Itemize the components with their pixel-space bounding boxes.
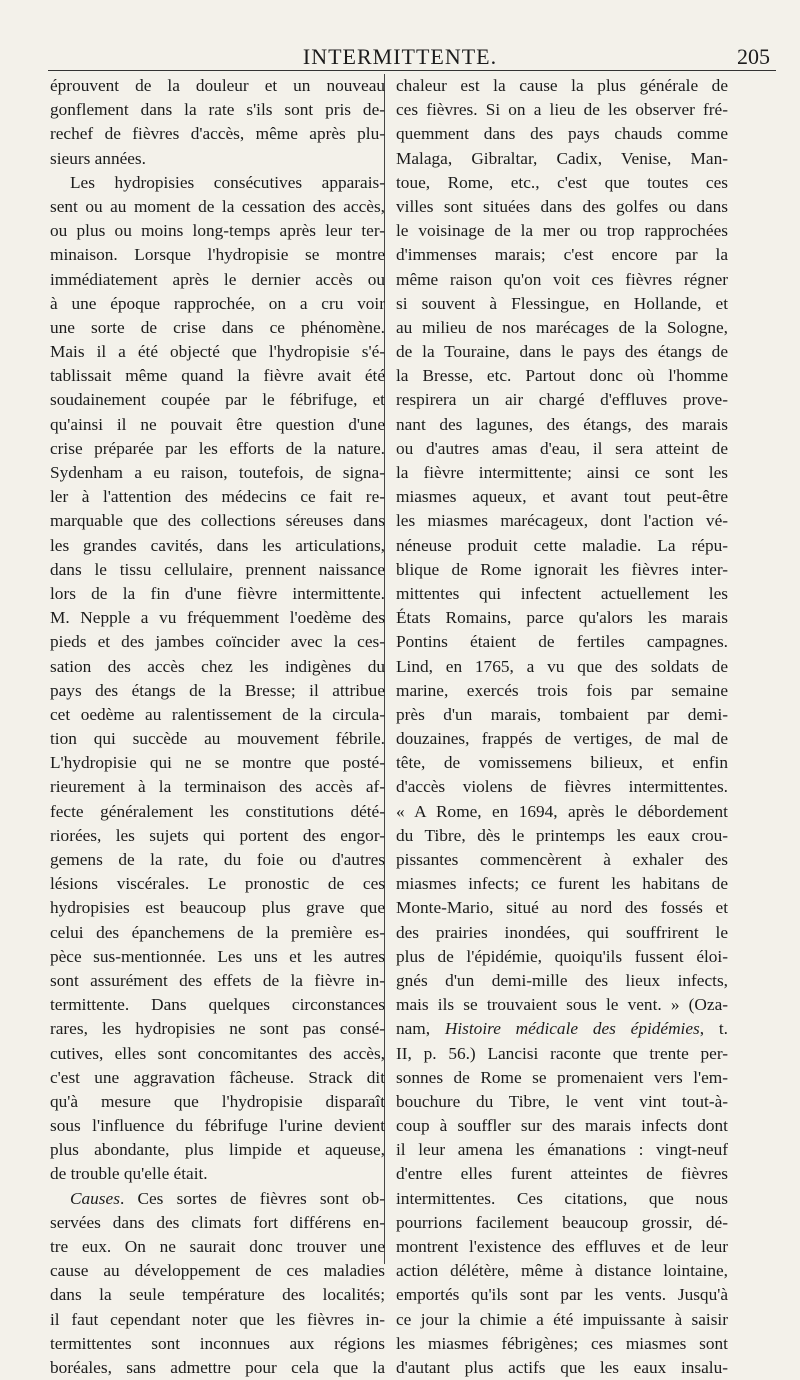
- text-line: gonflement dans la rate s'ils sont pris de-: [50, 100, 385, 120]
- text-line: États Romains, parce qu'alors les marais: [396, 608, 728, 628]
- text-line: L'hydropisie qui ne se montre que posté-: [50, 753, 385, 773]
- text-line: pourrions facilement beaucoup grossir, dé-: [396, 1212, 728, 1232]
- text-line: miasmes aqueux, et avant tout peut-être: [396, 487, 728, 507]
- text-line: ces fièvres. Si on a lieu de les observer fré-: [396, 100, 728, 120]
- text-line: nant des lagunes, des étangs, des marais: [396, 414, 728, 434]
- text-line: les miasmes marécageux, dont l'action vé-: [396, 511, 728, 531]
- text-line: chaleur est la cause la plus générale de: [396, 76, 728, 95]
- text-line: emportés qu'ils sont par les vents. Jusqu'à: [396, 1285, 728, 1305]
- text-line: d'autant plus actifs que les eaux insalu-: [396, 1357, 728, 1377]
- text-line: des prairies inondées, qui souffrirent le: [396, 922, 728, 942]
- text-line: mais ils se trouvaient sous le vent. » (Oza-: [396, 995, 728, 1015]
- text-line: il faut cependant noter que les fièvres in-: [50, 1309, 385, 1329]
- text-line: cet oedème au ralentissement de la circula-: [50, 704, 385, 724]
- text-line: dans le tissu cellulaire, prennent naissance: [50, 559, 385, 579]
- text-line: Pontins étaient de fertiles campagnes.: [396, 632, 728, 652]
- text-line: ou plus ou moins long-temps après leur ter-: [50, 221, 385, 241]
- text-line: cause au développement de ces maladies: [50, 1261, 385, 1281]
- text-line: rechef de fièvres d'accès, même après plu-: [50, 124, 385, 144]
- text-line: nam, Histoire médicale des épidémies, t.: [396, 1019, 728, 1039]
- text-line: la Bresse, etc. Partout donc où l'homme: [396, 366, 728, 386]
- text-line: il leur amena les émanations : vingt-neuf: [396, 1140, 728, 1160]
- text-line: la fièvre intermittente; ainsi ce sont les: [396, 463, 728, 482]
- text-line: néneuse produit cette maladie. La répu-: [396, 535, 728, 555]
- page-number: 205: [737, 44, 770, 69]
- text-line: gnés d'un demi-mille des lieux infects,: [396, 970, 728, 990]
- text-line: quemment dans des pays chauds comme: [396, 124, 728, 144]
- text-line: servées dans des climats fort différens en-: [50, 1212, 385, 1232]
- text-line: tre eux. On ne saurait donc trouver une: [50, 1237, 385, 1256]
- text-line: c'est une aggravation fâcheuse. Strack dit: [50, 1067, 385, 1087]
- text-line: cutives, elles sont concomitantes des accès,: [50, 1043, 385, 1063]
- text-line: même raison qu'on voit ces fièvres régner: [396, 269, 728, 289]
- text-line: le voisinage de la mer ou trop rapprochées: [396, 221, 728, 241]
- text-line: miasmes infects; ce furent les habitans de: [396, 874, 728, 894]
- text-line: respirera un air chargé d'effluves prove-: [396, 390, 728, 410]
- text-line: les grandes cavités, dans les articulations,: [50, 535, 385, 555]
- text-line: tablissait même quand la fièvre avait été: [50, 366, 385, 386]
- right-column: [396, 74, 728, 1380]
- text-line: marquable que des collections séreuses dans: [50, 511, 385, 531]
- text-line: de trouble qu'elle était.: [50, 1164, 208, 1184]
- text-line: mittentes qui infectent actuellement les: [396, 583, 728, 603]
- text-line: pèce sus-mentionnée. Les uns et les autres: [50, 946, 385, 966]
- text-line: bouchure du Tibre, le vent vint tout-à-: [396, 1091, 728, 1111]
- text-line: ler à l'attention des médecins ce fait re-: [50, 487, 385, 507]
- text-line: toue, Rome, etc., c'est que toutes ces: [396, 172, 728, 192]
- text-line: Sydenham a eu raison, toutefois, de signa-: [50, 463, 385, 482]
- text-line: ou d'autres amas d'eau, il sera atteint de: [396, 438, 728, 458]
- running-header: [0, 40, 800, 74]
- text-line: tion qui succède au mouvement fébrile.: [50, 729, 385, 749]
- text-line: ce jour la chimie a été impuissante à saisir: [396, 1309, 728, 1329]
- running-title: INTERMITTENTE.: [302, 44, 498, 69]
- text-line: tête, de vomissemens bilieux, et enfin: [396, 753, 728, 773]
- text-line: sent ou au moment de la cessation des accès,: [50, 196, 385, 216]
- text-line: fecte généralement les constitutions dété-: [50, 801, 385, 821]
- text-line: éprouvent de la douleur et un nouveau: [50, 76, 385, 95]
- text-line: sous l'influence du fébrifuge l'urine devient: [50, 1116, 385, 1136]
- text-line: Malaga, Gibraltar, Cadix, Venise, Man-: [396, 148, 728, 168]
- text-line: de la Touraine, dans le pays des étangs de: [396, 342, 728, 362]
- text-line: rares, les hydropisies ne sont pas consé-: [50, 1019, 385, 1039]
- text-line: celui des épanchemens de la première es-: [50, 922, 385, 942]
- text-line: Lind, en 1765, a vu que des soldats de: [396, 656, 728, 676]
- text-line: crise préparée par les efforts de la nature.: [50, 438, 385, 458]
- text-line: II, p. 56.) Lancisi raconte que trente per-: [396, 1043, 728, 1063]
- text-line: au milieu de nos marécages de la Sologne,: [396, 317, 728, 337]
- text-line: action délétère, même à distance lointaine,: [396, 1261, 728, 1281]
- text-line: Les hydropisies consécutives apparais-: [70, 172, 385, 192]
- text-line: sieurs années.: [50, 148, 146, 168]
- text-line: gemens de la rate, du foie ou d'autres: [50, 850, 385, 869]
- text-line: qu'à mesure que l'hydropisie disparaît: [50, 1091, 385, 1111]
- text-line: une sorte de crise dans ce phénomène.: [50, 317, 385, 337]
- text-line: d'entre elles furent atteintes de fièvres: [396, 1164, 728, 1184]
- text-line: Monte-Mario, situé au nord des fossés et: [396, 898, 728, 918]
- text-line: minaison. Lorsque l'hydropisie se montre: [50, 245, 385, 265]
- text-line: lors de la fin d'une fièvre intermittente.: [50, 583, 385, 603]
- text-line: sont assurément des effets de la fièvre in-: [50, 970, 385, 990]
- text-line: du Tibre, dès le printemps les eaux crou-: [396, 825, 728, 845]
- text-line: Causes. Ces sortes de fièvres sont ob-: [70, 1188, 385, 1208]
- text-line: sation des accès chez les indigènes du: [50, 656, 385, 676]
- text-line: qu'ainsi il ne pouvait être question d'une: [50, 414, 385, 434]
- text-line: les miasmes fébrigènes; ces miasmes sont: [396, 1333, 728, 1353]
- text-line: douzaines, frappés de vertiges, de mal de: [396, 729, 728, 749]
- text-line: blique de Rome ignorait les fièvres inter-: [396, 559, 728, 579]
- text-line: hydropisies est beaucoup plus grave que: [50, 898, 385, 918]
- text-line: rieurement à la terminaison des accès af-: [50, 777, 385, 797]
- text-line: boréales, sans admettre pour cela que la: [50, 1357, 385, 1377]
- text-line: coup à souffler sur des marais infects dont: [396, 1116, 728, 1136]
- text-line: pissantes commencèrent à exhaler des: [396, 850, 728, 869]
- text-line: soudainement coupée par le fébrifuge, et: [50, 390, 385, 410]
- text-line: immédiatement après le dernier accès ou: [50, 269, 385, 289]
- text-line: termittentes sont inconnues aux régions: [50, 1333, 385, 1353]
- text-line: dans la seule température des localités;: [50, 1285, 385, 1305]
- text-line: intermittentes. Ces citations, que nous: [396, 1188, 728, 1208]
- left-column: [50, 74, 385, 1380]
- text-line: si souvent à Flessingue, en Hollande, et: [396, 293, 728, 313]
- text-line: d'immenses marais; c'est encore par la: [396, 245, 728, 265]
- text-line: M. Nepple a vu fréquemment l'oedème des: [50, 608, 385, 628]
- text-line: près d'un marais, tombaient par demi-: [396, 704, 728, 724]
- text-line: plus de l'épidémie, quoiqu'ils fussent éloi-: [396, 946, 728, 966]
- text-line: termittente. Dans quelques circonstances: [50, 995, 385, 1015]
- text-line: Mais il a été objecté que l'hydropisie s'é-: [50, 342, 385, 362]
- text-line: pays des étangs de la Bresse; il attribue: [50, 680, 385, 700]
- text-line: riorées, les sujets qui portent des engor-: [50, 825, 385, 845]
- text-line: lésions viscérales. Le pronostic de ces: [50, 874, 385, 894]
- text-line: « A Rome, en 1694, après le débordement: [396, 801, 728, 821]
- text-line: villes sont situées dans des golfes ou dans: [396, 196, 728, 216]
- text-line: d'accès violens de fièvres intermittentes.: [396, 777, 728, 797]
- text-line: à une époque rapprochée, on a cru voir: [50, 293, 385, 313]
- header-rule: [48, 70, 776, 71]
- text-line: sonnes de Rome se promenaient vers l'em-: [396, 1067, 728, 1087]
- text-line: plus abondante, plus limpide et aqueuse,: [50, 1140, 385, 1160]
- text-line: montrent l'existence des effluves et de leur: [396, 1237, 728, 1256]
- text-line: marine, exercés trois fois par semaine: [396, 680, 728, 700]
- text-line: pieds et des jambes coïncider avec la ces-: [50, 632, 385, 652]
